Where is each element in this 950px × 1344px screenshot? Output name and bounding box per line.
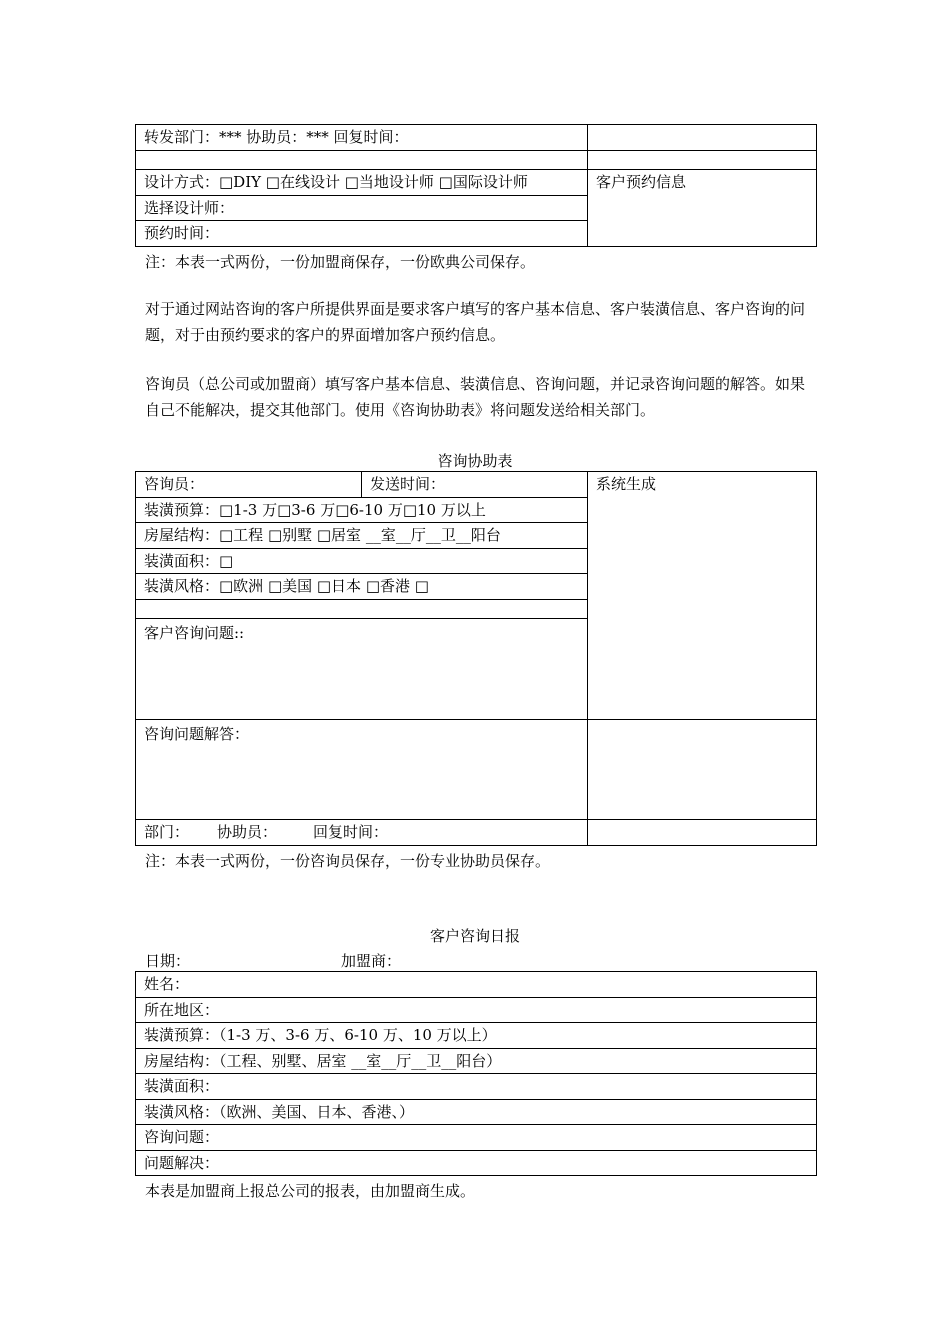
structure-cell: 房屋结构：（工程、别墅、居室 __室__厅__卫__阳台） <box>136 1049 817 1074</box>
empty-row-cell <box>136 151 588 170</box>
reply-time-label: 回复时间： <box>313 823 389 841</box>
daily-report-title: 客户咨询日报 <box>429 927 520 945</box>
send-time-cell: 发送时间： <box>362 472 588 498</box>
area-cell: 装潢面积：□ <box>136 549 588 574</box>
franchisee-label: 加盟商： <box>341 952 402 970</box>
dept-label: 部门： <box>144 823 190 841</box>
empty-row-cell <box>136 600 588 619</box>
region-cell: 所在地区： <box>136 998 817 1023</box>
empty-cell <box>588 125 817 151</box>
consultant-cell: 咨询员： <box>136 472 362 498</box>
appointment-info-table <box>135 124 817 247</box>
solution-cell: 问题解决： <box>136 1151 817 1176</box>
paragraph-1: 对于通过网站咨询的客户所提供界面是要求客户填写的客户基本信息、客户装潢信息、客户咨询的问题，对于由预约要求的客户的界面增加客户预约信息。 <box>145 300 806 344</box>
assist-table-title: 咨询协助表 <box>437 452 513 470</box>
system-generated-cell: 系统生成 <box>588 472 817 720</box>
style-cell: 装潢风格：□欧洲 □美国 □日本 □香港 □ <box>136 574 588 600</box>
note-2: 注：本表一式两份，一份咨询员保存，一份专业协助员保存。 <box>145 852 551 870</box>
assist-table <box>135 471 817 846</box>
design-method-cell: 设计方式：□DIY □在线设计 □当地设计师 □国际设计师 <box>136 170 588 196</box>
question-cell: 咨询问题： <box>136 1125 817 1151</box>
budget-cell: 装潢预算：（1-3 万、3-6 万、6-10 万、10 万以上） <box>136 1023 817 1049</box>
reply-info-cell <box>136 820 588 846</box>
appointment-time-cell: 预约时间： <box>136 221 588 247</box>
daily-report-table <box>135 971 817 1176</box>
note-1: 注：本表一式两份，一份加盟商保存，一份欧典公司保存。 <box>145 253 536 271</box>
date-label: 日期： <box>145 952 191 970</box>
select-designer-cell: 选择设计师： <box>136 196 588 221</box>
empty-cell <box>588 720 817 820</box>
paragraph-2: 咨询员（总公司或加盟商）填写客户基本信息、装潢信息、咨询问题，并记录咨询问题的解答。如果自己不能解决，提交其他部门。使用《咨询协助表》将问题发送给相关部门。 <box>145 375 806 419</box>
name-cell: 姓名： <box>136 972 817 998</box>
footer-note: 本表是加盟商上报总公司的报表，由加盟商生成。 <box>145 1182 476 1200</box>
area-cell: 装潢面积： <box>136 1074 817 1100</box>
structure-cell: 房屋结构：□工程 □别墅 □居室 __室__厅__卫__阳台 <box>136 523 588 549</box>
customer-question-cell: 客户咨询问题:: <box>136 619 588 720</box>
question-answer-cell: 咨询问题解答： <box>136 720 588 820</box>
assistant-label: 协助员： <box>217 823 278 841</box>
forward-dept-cell: 转发部门：*** 协助员：*** 回复时间： <box>136 125 588 151</box>
empty-cell <box>588 820 817 846</box>
empty-cell <box>588 151 817 170</box>
appointment-info-label: 客户预约信息 <box>588 170 817 247</box>
style-cell: 装潢风格：（欧洲、美国、日本、香港、） <box>136 1100 817 1125</box>
budget-cell: 装潢预算：□1-3 万□3-6 万□6-10 万□10 万以上 <box>136 498 588 523</box>
